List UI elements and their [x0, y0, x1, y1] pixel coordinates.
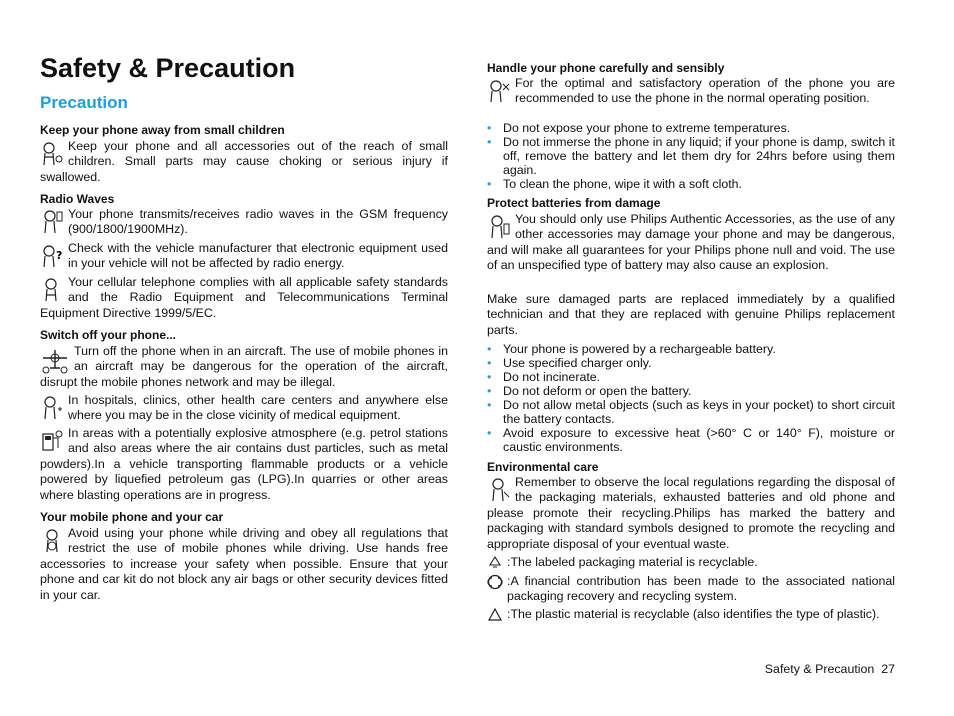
car-heading: Your mobile phone and your car	[40, 510, 224, 524]
switch-heading: Switch off your phone...	[40, 328, 176, 342]
symbol-recyclable-row	[487, 555, 895, 571]
list-item: • Avoid exposure to excessive heat (>60° C or 140° F), moisture or caustic environments.	[487, 426, 895, 454]
symbol-green-dot-row	[487, 574, 895, 605]
handle-paragraph	[487, 76, 895, 107]
children-text: Keep your phone and all accessories out of the reach of small children. Small parts may cause choking or serious injury if swallowed.	[40, 139, 448, 184]
switch-paragraph-3	[40, 426, 448, 503]
page-number: 27	[881, 662, 895, 676]
handle-text: For the optimal and satisfactory operation of the phone you are recommended to use the phone in the normal operating position.	[515, 76, 895, 106]
environment-heading: Environmental care	[487, 460, 599, 474]
list-item: • Do not deform or open the battery.	[487, 384, 895, 398]
list-item: • To clean the phone, wipe it with a soft cloth.	[487, 177, 895, 191]
car-text: Avoid using your phone while driving and obey all regulations that restrict the use of mobile phones while driving. Use hands free accessories to increase your safety when possible. Ensure that your phone and car kit do not block any air bags or other security devices fitted in your car.	[40, 526, 448, 602]
children-paragraph	[40, 139, 448, 185]
radio-paragraph-1	[40, 207, 448, 238]
page-title: Safety & Precaution	[40, 53, 296, 83]
footer-section: Safety & Precaution	[764, 662, 875, 676]
radio-text-2: Check with the vehicle manufacturer that electronic equipment used in your vehicle will not be affected by radio energy.	[68, 241, 448, 271]
battery-mascot-icon	[487, 214, 511, 240]
battery-text-1: You should only use Philips Authentic Accessories, as the use of any other accessories may damage your phone and may be dangerous, and will make all guarantees for your Philips phone null and void. The use of an unspecified type of battery may also cause an explosion.	[487, 212, 895, 273]
battery-heading: Protect batteries from damage	[487, 196, 661, 210]
radio-paragraph-3	[40, 275, 448, 321]
car-paragraph	[40, 526, 448, 603]
environment-text: Remember to observe the local regulations regarding the disposal of the packaging materials, exhausted batteries and old phone and please promote their recycling.Philips has marked the battery and packaging with standard symbols designed to promote the recycling and appropriate disposal of your eventual waste.	[487, 475, 895, 551]
symbol-recyclable-text: :The labeled packaging material is recyclable.	[507, 555, 758, 569]
aircraft-icon	[40, 346, 70, 374]
switch-text-2: In hospitals, clinics, other health care centers and anywhere else where you may be in the close vicinity of medical equipment.	[68, 393, 448, 423]
list-item: • Do not allow metal objects (such as keys in your pocket) to short circuit the battery contacts.	[487, 398, 895, 426]
car-question-icon	[40, 243, 64, 269]
handle-heading: Handle your phone carefully and sensibly	[487, 61, 725, 75]
radio-text-3: Your cellular telephone complies with all applicable safety standards and the Radio Equipment and Telecommunications Terminal Equipment Directive 1999/5/EC.	[40, 275, 448, 320]
radio-heading: Radio Waves	[40, 192, 115, 206]
list-item: • Do not incinerate.	[487, 370, 895, 384]
radio-text-1: Your phone transmits/receives radio waves in the GSM frequency (900/1800/1900MHz).	[68, 207, 448, 237]
battery-paragraph-2: Make sure damaged parts are replaced immediately by a qualified technician and that they are replaced with genuine Philips replacement parts.	[487, 292, 895, 337]
switch-text-3: In areas with a potentially explosive atmosphere (e.g. petrol stations and also areas where the air contains dust particles, such as metal powders).In a vehicle transporting flammable products or a vehicle powered by liquefied petroleum gas (LPG).In quarries or other areas where blasting operations are in progress.	[40, 426, 448, 502]
list-item: • Use specified charger only.	[487, 356, 895, 370]
phone-mascot-icon	[40, 209, 64, 235]
environment-paragraph	[487, 475, 895, 552]
recycle-mascot-icon	[487, 477, 511, 503]
battery-paragraph-1	[487, 212, 895, 274]
mascot-icon	[40, 141, 64, 167]
switch-paragraph-1	[40, 344, 448, 390]
list-item: • Do not immerse the phone in any liquid; if your phone is damp, switch it off, remove the battery and let them dry for 24hrs before using them again.	[487, 135, 895, 177]
handle-bullet-list	[487, 121, 895, 191]
plastic-triangle-icon	[487, 607, 503, 623]
list-item: • Your phone is powered by a rechargeable battery.	[487, 342, 895, 356]
handle-mascot-icon	[487, 78, 511, 104]
switch-text-1: Turn off the phone when in an aircraft. The use of mobile phones in an aircraft may be dangerous for the operation of the aircraft, disrupt the mobile phones network and may be illegal.	[40, 344, 448, 389]
petrol-pump-icon	[40, 428, 64, 454]
symbol-plastic-row	[487, 607, 895, 623]
green-dot-icon	[487, 574, 503, 590]
page-footer	[700, 662, 895, 676]
symbol-green-dot-text: :A financial contribution has been made to the associated national packaging recovery and recycling system.	[507, 574, 895, 604]
switch-paragraph-2	[40, 393, 448, 424]
list-item: • Do not expose your phone to extreme temperatures.	[487, 121, 895, 135]
battery-bullet-list	[487, 342, 895, 454]
section-title: Precaution	[40, 93, 128, 112]
recycle-symbol-icon	[487, 555, 503, 571]
standards-mascot-icon	[40, 277, 64, 303]
symbol-plastic-text: :The plastic material is recyclable (also identifies the type of plastic).	[507, 607, 880, 621]
svg-text:?: ?	[56, 249, 63, 262]
radio-paragraph-2	[40, 241, 448, 272]
driving-mascot-icon	[40, 528, 64, 554]
children-heading: Keep your phone away from small children	[40, 123, 285, 137]
hospital-mascot-icon	[40, 395, 64, 421]
